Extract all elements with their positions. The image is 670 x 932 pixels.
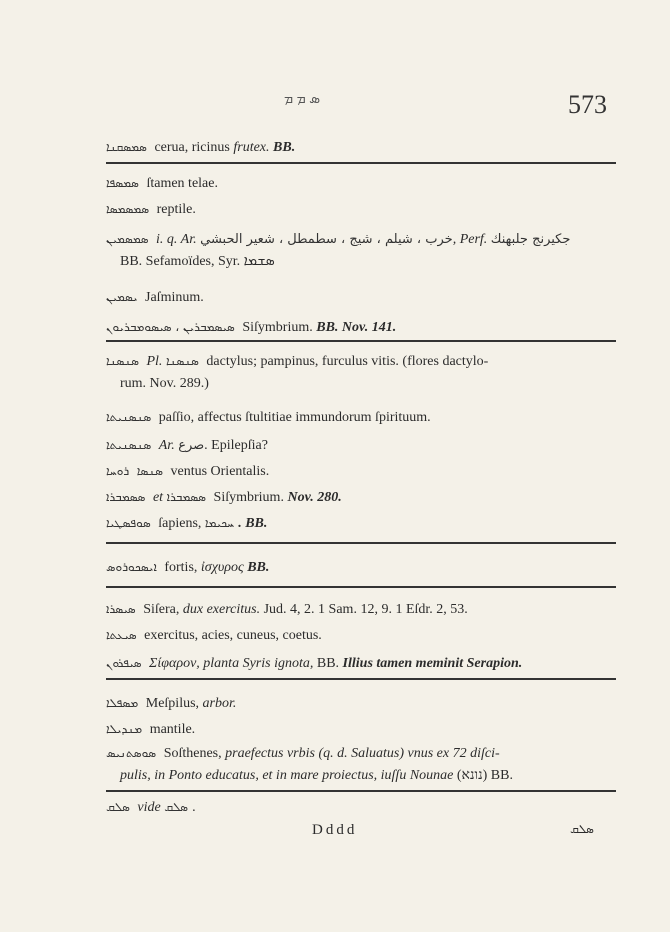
definition: Siſymbrium.: [213, 490, 284, 505]
page-number: 573: [568, 90, 607, 119]
definition-italic: praefectus vrbis (q. d. Saluatus) vnus ex 72 diſci-: [225, 746, 500, 761]
entry-exercitus: [106, 624, 618, 647]
source-ref: . BB.: [238, 516, 268, 531]
entry-epilepsia: [106, 434, 618, 457]
entry-dactylus: [106, 350, 618, 395]
syriac-word: ܚܟܝܡܐ: [204, 516, 235, 530]
entry-fortis: [106, 556, 618, 579]
definition-italic: arbor.: [202, 696, 237, 711]
definition: Jaſminum.: [145, 290, 204, 305]
definition-italic: , Perf.: [452, 232, 488, 247]
entry-reptile: [106, 198, 618, 221]
section-rule: [106, 678, 616, 680]
source-ref: Nov. 280.: [283, 490, 342, 505]
section-rule: [106, 340, 616, 342]
entry-sisymbrium: [106, 316, 618, 339]
entry-sapiens: [106, 512, 618, 535]
plural-label: Pl.: [146, 354, 166, 369]
note: Illius tamen meminit Serapion.: [342, 656, 523, 671]
catchword: ܣܠܩ: [570, 822, 594, 836]
syriac-headword: ܐܝܣܟܘܪܘܣ: [106, 560, 157, 574]
entry-sosthenes: [106, 742, 618, 787]
syriac-headword: ܣܡܣܡܝܢ: [106, 232, 149, 246]
syriac-word: ܪܘܚܐ: [106, 464, 130, 478]
syriac-headword: ܣܝܣܡܒܪܝܢ ، ܣܝܣܘܡܒܪܝܘܢ: [106, 320, 235, 334]
greek-word: ἰσχυρος: [200, 560, 244, 575]
entry-ventus: [106, 460, 618, 483]
syriac-headword: ܣܡܣܩܢܐ: [106, 140, 147, 154]
syriac-headword: ܝܣܡܝܢ: [106, 290, 138, 304]
syriac-headword: ܣܘܦܣܛܝܐ: [106, 516, 151, 530]
syriac-headword: ܣܘܣܬܢܝܣ: [106, 746, 157, 760]
definition: exercitus, acies, cuneus, coetus.: [144, 628, 322, 643]
definition: paſſio, affectus ſtultitiae immundorum ſpirituum.: [158, 410, 431, 425]
definition: Soſthenes,: [163, 746, 226, 761]
cross-reference: vide: [137, 800, 161, 815]
source-ref: BB. Nov. 141.: [312, 320, 397, 335]
syriac-word: ܣܠܩ: [164, 800, 189, 814]
definition-italic: pulis, in Ponto educatus, et in mare proiectus, iuſſu Nounae: [120, 768, 454, 783]
citation: Jud. 4, 2. 1 Sam. 12, 9. 1 Eſdr. 2, 53.: [260, 602, 468, 617]
source-ref: BB.: [269, 140, 296, 155]
entry-sisera: [106, 598, 618, 621]
syriac-headword: ܣܝܣܪܐ: [106, 602, 136, 616]
definition-italic: Ar.: [158, 438, 175, 453]
persian-gloss: جكيرنج جلبهنك: [490, 232, 571, 247]
definition: cerua, ricinus: [154, 140, 234, 155]
definition: ventus Orientalis.: [170, 464, 270, 479]
syriac-headword: ܣܠܩ: [106, 800, 130, 814]
definition: reptile.: [156, 202, 196, 217]
entry-continuation: [106, 765, 618, 787]
entry-cerua: [106, 136, 618, 159]
definition-italic: planta Syris ignota,: [199, 656, 314, 671]
entry-mantile: [106, 718, 618, 741]
syriac-word: ܣܣܡܒܪܐ: [166, 490, 207, 504]
section-rule: [106, 162, 616, 164]
section-rule: [106, 542, 616, 544]
syriac-headword: ܣܣܡܒܪܐ: [106, 490, 146, 504]
entry-jasminum: [106, 286, 618, 309]
entry-passio: [106, 406, 618, 429]
definition: ſapiens,: [158, 516, 205, 531]
entry-sesamoides: [106, 228, 618, 273]
syriac-headword: ܣܢܣܢܝܬܐ: [106, 438, 152, 452]
punctuation: .: [192, 800, 196, 815]
definition: . Epilepſia?: [204, 438, 268, 453]
definition-italic: dux exercitus.: [182, 602, 261, 617]
signature-mark: Dddd: [312, 822, 358, 838]
definition: Siſera,: [143, 602, 183, 617]
entry-continuation: rum. Nov. 289.): [120, 376, 209, 391]
entry-stamen: [106, 172, 618, 195]
definition-italic: frutex.: [233, 140, 270, 155]
definition: ſtamen telae.: [146, 176, 218, 191]
arabic-gloss: خرب ، شيلم ، شيج ، سطمطل ، شعير الحبشي: [200, 232, 453, 247]
syriac-headword: ܡܣܦܠܐ: [106, 696, 139, 710]
source-ref: BB.: [243, 560, 270, 575]
page-header: [0, 82, 670, 122]
syriac-headword: ܣܡܣܦܐ: [106, 176, 139, 190]
definition: Meſpilus,: [145, 696, 203, 711]
definition: Siſymbrium.: [242, 320, 313, 335]
entry-mespilus: [106, 692, 618, 715]
definition: mantile.: [149, 722, 196, 737]
syriac-headword: ܣܢܣܐ: [136, 464, 163, 478]
syriac-headword: ܣܝܥܬܐ: [106, 628, 137, 642]
source-ref: (נונא) BB.: [453, 768, 513, 783]
greek-word: Σίφαρον,: [149, 656, 200, 671]
entry-sipharon: [106, 652, 618, 675]
syriac-headword: ܣܢܣܢܝܬܐ: [106, 410, 152, 424]
syriac-headword: ܣܡܣܡܣܐ: [106, 202, 150, 216]
conjunction: et: [152, 490, 164, 505]
source-ref: BB.: [313, 656, 343, 671]
syriac-headword: ܣܢܣܢܐ: [106, 354, 139, 368]
entry-vide: [106, 796, 618, 819]
definition: dactylus; pampinus, furculus vitis. (flores dactylo-: [202, 354, 489, 369]
page-footer: [0, 818, 670, 848]
definition: fortis,: [164, 560, 201, 575]
running-title: ܣ ܡ ܡ: [284, 92, 321, 107]
definition-italic: i. q. Ar.: [156, 232, 197, 247]
arabic-gloss: صرع: [178, 438, 205, 453]
entry-sisymbrium-2: [106, 486, 618, 509]
section-rule: [106, 790, 616, 792]
syriac-plural: ܣܢܣܢܐ: [165, 354, 199, 368]
entry-continuation: BB. Sefamoïdes, Syr. ܣܫܡܐ: [120, 254, 275, 269]
section-rule: [106, 586, 616, 588]
syriac-headword: ܡܢܕܝܠܐ: [106, 722, 143, 736]
syriac-headword: ܣܝܦܪܘܢ: [106, 656, 142, 670]
